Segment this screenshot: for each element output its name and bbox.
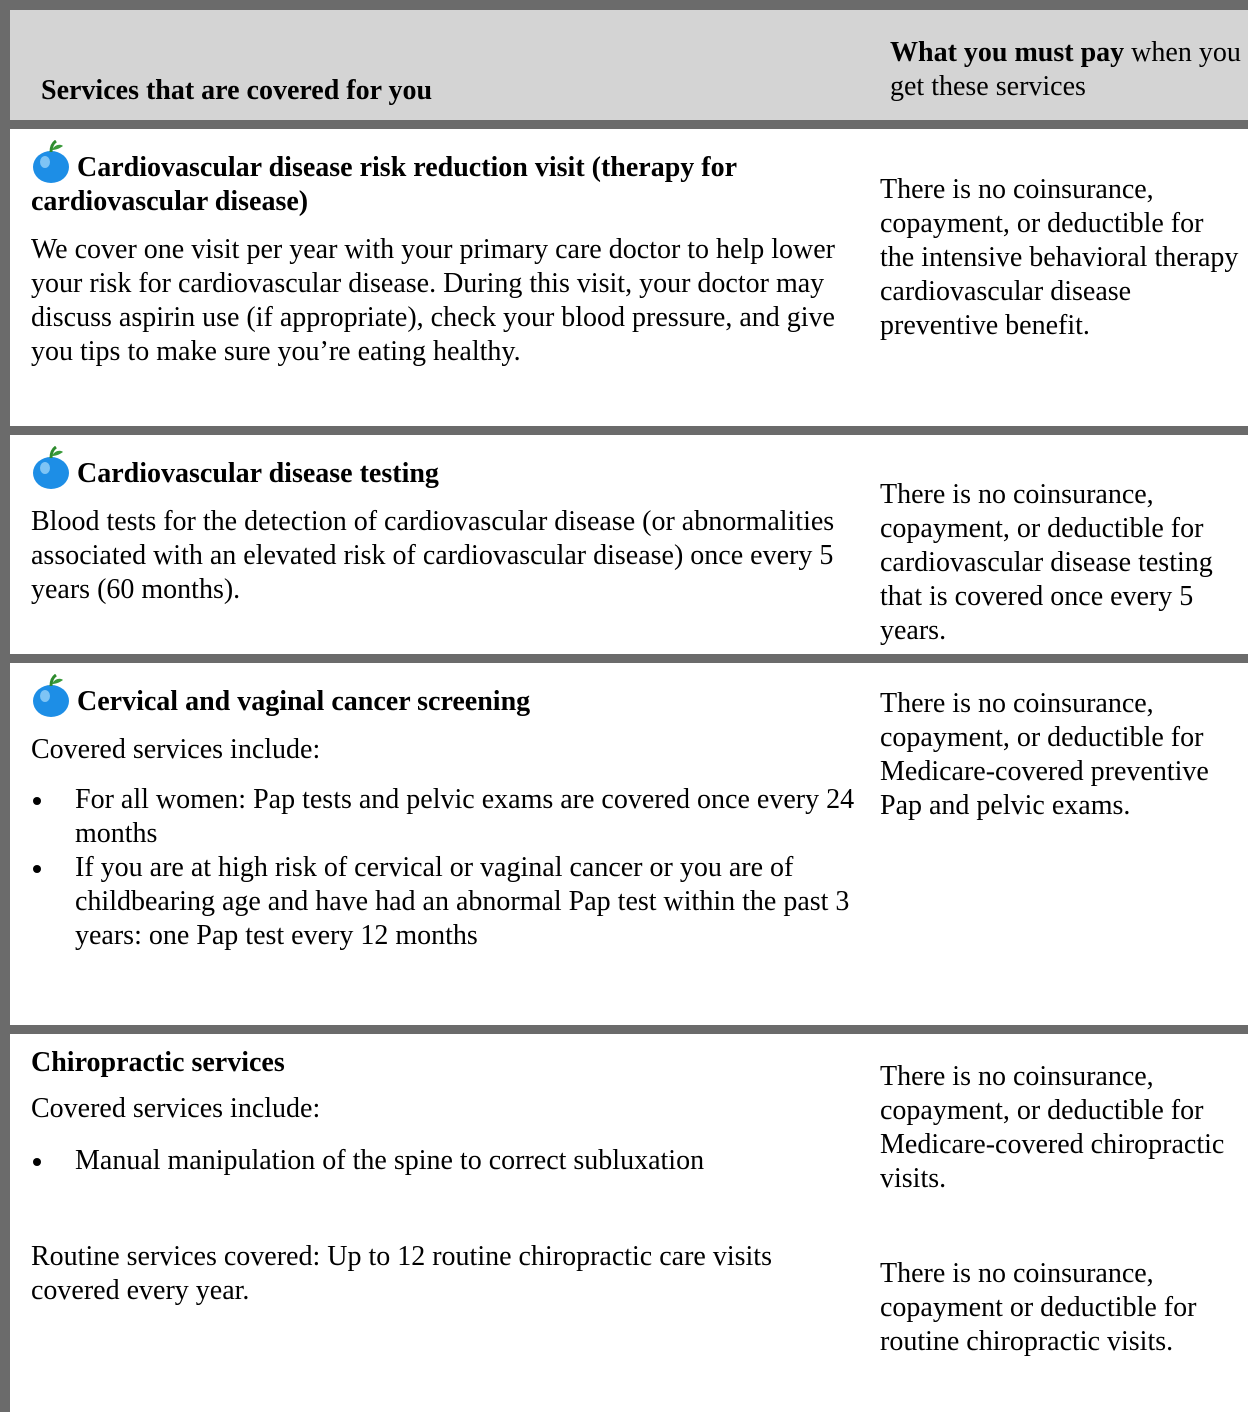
bullet-icon [33, 865, 41, 873]
payment-text: There is no coinsurance, copayment, or deductible for cardiovascular disease testing that is covered once every 5 years. [880, 479, 1213, 646]
covered-list [31, 783, 861, 953]
header-services: Services that are covered for you [41, 75, 433, 106]
bullet-icon [33, 797, 41, 805]
row-divider [0, 1025, 1248, 1034]
service-title: Cervical and vaginal cancer screening [31, 674, 861, 719]
row-cardiovascular-risk-reduction [31, 140, 861, 369]
service-title: Chiropractic services [31, 1047, 285, 1078]
row-divider [0, 426, 1248, 435]
bullet-icon [33, 1158, 41, 1166]
list-item: Manual manipulation of the spine to correct subluxation [31, 1144, 861, 1178]
covered-intro: Covered services include: [31, 734, 321, 765]
covered-list [31, 1144, 861, 1178]
apple-icon [31, 446, 71, 490]
header-payment-rest: when you get these services [890, 37, 1241, 102]
payment-text: There is no coinsurance, copayment, or deductible for Medicare-covered preventive Pap and pelvic exams. [880, 688, 1209, 821]
row-chiropractic [31, 1046, 861, 1178]
row-cardiovascular-testing [31, 446, 861, 607]
covered-intro: Covered services include: [31, 1093, 321, 1124]
header-payment-bold: What you must pay [890, 37, 1125, 68]
table-border-top [0, 0, 1248, 10]
header-payment [890, 36, 1248, 104]
table-header [10, 10, 1248, 120]
row-divider [0, 654, 1248, 663]
payment-text: There is no coinsurance, copayment, or deductible for Medicare-covered chiropractic visits. [880, 1061, 1225, 1194]
list-item: If you are at high risk of cervical or vaginal cancer or you are of childbearing age and have had an abnormal Pap test within the past 3 years: one Pap test every 12 months [31, 851, 861, 953]
row-cervical-vaginal-screening [31, 674, 861, 953]
service-title: Cardiovascular disease risk reduction visit (therapy for cardiovascular disease) [31, 140, 861, 219]
routine-payment-text: There is no coinsurance, copayment or deductible for routine chiropractic visits. [880, 1258, 1197, 1357]
routine-services-text: Routine services covered: Up to 12 routine chiropractic care visits covered every year. [31, 1241, 772, 1306]
service-title: Cardiovascular disease testing [31, 446, 861, 491]
table-border-left [0, 0, 10, 1412]
service-description: Blood tests for the detection of cardiovascular disease (or abnormalities associated with an elevated risk of cardiovascular disease) once every 5 years (60 months). [31, 506, 835, 605]
apple-icon [31, 140, 71, 184]
row-divider [0, 120, 1248, 129]
list-item: For all women: Pap tests and pelvic exams are covered once every 24 months [31, 783, 861, 851]
payment-text: There is no coinsurance, copayment, or deductible for the intensive behavioral therapy cardiovascular disease preventive benefit. [880, 174, 1239, 341]
apple-icon [31, 674, 71, 718]
service-description: We cover one visit per year with your primary care doctor to help lower your risk for cardiovascular disease. During this visit, your doctor may discuss aspirin use (if appropriate), check your blood pressure, and give you tips to make sure you’re eating healthy. [31, 234, 836, 367]
